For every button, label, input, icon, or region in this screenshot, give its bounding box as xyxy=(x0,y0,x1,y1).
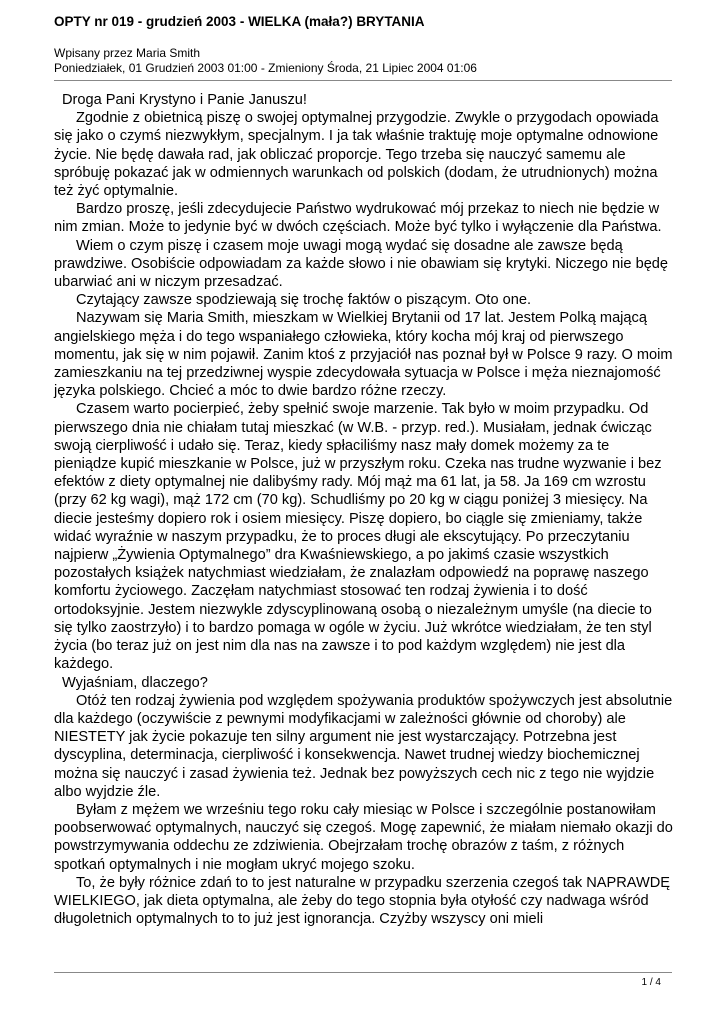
paragraph: Byłam z mężem we wrześniu tego roku cały miesiąc w Polsce i szczególnie postanowiłam poobserwować optymalnych, nauczyć się czegoś. Mogę zapewnić, że miałam niemało okazji do powstrzymywania oddechu ze zdziwienia. Obejrzałam trochę obrazów z taśm, z różnych spotkań optymalnych i nie mogłam ukryć mojego szoku. xyxy=(54,801,673,873)
paragraph: Wyjaśniam, dlaczego? xyxy=(62,674,208,691)
paragraph: Droga Pani Krystyno i Panie Januszu! xyxy=(62,92,307,108)
date-line: Poniedziałek, 01 Grudzień 2003 01:00 - Zmieniony Środa, 21 Lipiec 2004 01:06 xyxy=(54,61,477,75)
article-meta xyxy=(54,46,477,76)
paragraph: Otóż ten rodzaj żywienia pod względem spożywania produktów spożywczych jest absolutnie dla każdego (oczywiście z pewnymi modyfikacjami w zależności głównie od choroby) ale NIESTETY jak życie pokazuje ten silny argument nie jest wystarczający. Potrzebna jest dyscyplina, determinacja, cierpliwość i konsekwencja. Nawet trudnej wiedzy biochemicznej można się nauczyć i zasad żywienia też. Jednak bez powyższych cech nic z tego nie wyjdzie albo wyjdzie źle. xyxy=(54,692,673,800)
paragraph: To, że były różnice zdań to to jest naturalne w przypadku szerzenia czegoś tak NAPRAWDĘ WIELKIEGO, jak dieta optymalna, ale żeby do tego stopnia była otyłość czy nadwaga wśród długoletnich optymalnych to to już jest ignorancja. Czyżby wszyscy oni mieli xyxy=(54,874,671,928)
article-title: OPTY nr 019 - grudzień 2003 - WIELKA (mała?) BRYTANIA xyxy=(54,14,425,29)
author-line: Wpisany przez Maria Smith xyxy=(54,46,201,60)
paragraph: Bardzo proszę, jeśli zdecydujecie Państwo wydrukować mój przekaz to niech nie będzie w nim zmian. Może to jedynie być w dwóch częściach. Może być tylko i wyłączenie dla Państwa. xyxy=(54,201,662,236)
article-body xyxy=(54,91,674,928)
page-number: 1 / 4 xyxy=(641,977,661,988)
footer-divider xyxy=(54,972,672,973)
paragraph: Czytający zawsze spodziewają się trochę faktów o piszącym. Oto one. xyxy=(76,292,532,309)
paragraph: Nazywam się Maria Smith, mieszkam w Wielkiej Brytanii od 17 lat. Jestem Polką mającą angielskiego męża i do tego wspaniałego człowieka, który kocha mój kraj od pierwszego momentu, jak się w nim pojawił. Zanim ktoś z przyjaciół nas poznał był w Polsce 9 razy. O moim zamieszkaniu na tej przedziwnej wyspie zdecydowała sytuacja w Polsce i męża nieznajomość języka polskiego. Chcieć a móc to dwie bardzo różne rzeczy. xyxy=(54,310,673,400)
paragraph: Wiem o czym piszę i czasem moje uwagi mogą wydać się dosadne ale zawsze będą prawdziwe. Osobiście odpowiadam za każde słowo i nie obawiam się krytyki. Niczego nie będę ubarwiać ani w niczym przesadzać. xyxy=(54,237,669,291)
paragraph: Zgodnie z obietnicą piszę o swojej optymalnej przygodzie. Zwykle o przygodach opowiada się jako o czymś niezwykłym, specjalnym. I ja tak właśnie traktuję moje optymalne odnowione życie. Nie będę dawała rad, jak obliczać proporcje. Tego trzeba się nauczyć samemu ale spróbuję pokazać jak w odmiennych warunkach od polskich (dodam, że utrudnionych) można też żyć optymalnie. xyxy=(54,110,659,200)
header-divider xyxy=(54,80,672,81)
paragraph: Czasem warto pocierpieć, żeby spełnić swoje marzenie. Tak było w moim przypadku. Od pierwszego dnia nie chiałam tutaj mieszkać (w W.B. - przyp. red.). Musiałam, jednak ćwicząc swoją cierpliwość i udało się. Teraz, kiedy spłaciliśmy nasz mały domek możemy za te pieniądze kupić mieszkanie w Polsce, już w przyszłym roku. Czeka nas trudne wyzwanie i bez efektów z diety optymalnej nie dalibyśmy rady. Mój mąż ma 61 lat, ja 58. Ja 169 cm wzrostu (przy 62 kg wagi), mąż 172 cm (70 kg). Schudliśmy po 20 kg w ciągu poniżej 3 miesięcy. Na diecie jesteśmy dopiero rok i osiem miesięcy. Piszę dopiero, bo ciągle się zmieniamy, także widać wyraźnie w naszym przypadku, że to proces długi ale ekscytujący. Po przeczytaniu najpierw „Żywienia Optymalnego” dra Kwaśniewskiego, a po jakimś czasie wszystkich pozostałych książek natychmiast wiedziałam, że znalazłam odpowiedź na poprawę naszego komfortu życiowego. Zaczęłam natychmiast stosować ten rodzaj żywienia i to dość ortodoksyjnie. Jestem niezwykle zdyscyplinowaną osobą o niezależnym umyśle (na diecie to się tylko zaostrzyło) i to bardzo pomaga w ogóle w życiu. Już wkrótce wiedziałam, że ten styl życia (bo teraz już on jest nim dla nas na zawsze i to pod każdym względem) nie jest dla każdego. xyxy=(54,401,662,673)
